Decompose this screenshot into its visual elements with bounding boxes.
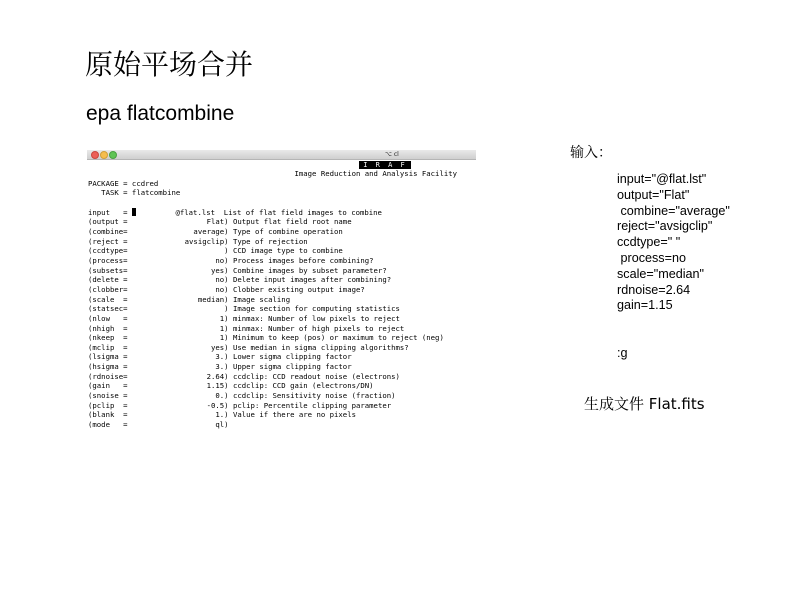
terminal-line: (ccdtype= ) CCD image type to combine [88, 246, 343, 256]
parameter-item: rdnoise=2.64 [617, 282, 691, 297]
terminal-window[interactable] [87, 150, 476, 435]
terminal-line: (blank = 1.) Value if there are no pixels [88, 410, 356, 420]
terminal-line: (reject = avsigclip) Type of rejection [88, 236, 308, 246]
terminal-line: (combine= average) Type of combine operation [88, 226, 343, 236]
terminal-line: Image Reduction and Analysis Facility [88, 169, 458, 178]
window-title [385, 150, 399, 159]
terminal-line: (nhigh = 1) minmax: Number of high pixels to reject [88, 323, 405, 333]
terminal-output[interactable] [88, 169, 457, 430]
input-line-value[interactable]: @flat.lst List of flat field images to combine [135, 207, 382, 217]
terminal-line: (rdnoise= 2.64) ccdclip: CCD readout noise (electrons) [88, 371, 400, 381]
parameter-list [617, 172, 730, 314]
terminal-line: TASK = flatcombine [88, 188, 181, 198]
terminal-line: (process= no) Process images before combining? [88, 255, 374, 265]
terminal-line: (scale = median) Image scaling [88, 294, 291, 304]
result-note: 生成文件 Flat.fits [584, 395, 705, 413]
terminal-line: (subsets= yes) Combine images by subset parameter? [88, 265, 387, 275]
page-title: 原始平场合并 [85, 48, 254, 81]
terminal-line: (nlow = 1) minmax: Number of low pixels to reject [88, 313, 400, 323]
page-subtitle: epa flatcombine [86, 102, 235, 125]
parameter-item: gain=1.15 [617, 298, 673, 313]
terminal-line: (snoise = 0.) ccdclip: Sensitivity noise (fraction) [88, 391, 396, 401]
window-titlebar[interactable] [87, 150, 476, 160]
terminal-line: PACKAGE = ccdred [88, 178, 159, 188]
zoom-window-icon[interactable] [109, 151, 117, 159]
parameter-item: scale="median" [617, 266, 705, 281]
terminal-line: (clobber= no) Clobber existing output image? [88, 284, 365, 294]
minimize-window-icon[interactable] [100, 151, 108, 159]
close-window-icon[interactable] [91, 151, 99, 159]
parameter-item: input="@flat.lst" [617, 172, 707, 186]
input-label: 输入： [570, 145, 612, 161]
go-command: :g [617, 346, 628, 360]
terminal-line: (pclip = -0.5) pclip: Percentile clipping parameter [88, 400, 392, 410]
window-title-text: cl [393, 151, 399, 158]
terminal-line: (nkeep = 1) Minimum to keep (pos) or maximum to reject (neg) [88, 333, 444, 343]
terminal-line: (statsec= ) Image section for computing statistics [88, 304, 400, 314]
terminal-line: (output = Flat) Output flat field root name [88, 217, 352, 227]
terminal-line: (mclip = yes) Use median in sigma clipping algorithms? [88, 342, 409, 352]
parameter-item: output="Flat" [617, 187, 690, 202]
terminal-line: (delete = no) Delete input images after combining? [88, 275, 392, 285]
terminal-line: (mode = ql) [88, 420, 229, 430]
iraf-banner: I R A F [359, 161, 411, 169]
parameter-item: process=no [617, 250, 686, 265]
parameter-item: reject="avsigclip" [617, 219, 713, 234]
parameter-item: combine="average" [617, 203, 730, 218]
terminal-line: (lsigma = 3.) Lower sigma clipping factor [88, 352, 352, 362]
terminal-app-icon: ⌥ [385, 151, 394, 158]
terminal-line: input = [88, 207, 132, 217]
parameter-item: ccdtype=" " [617, 235, 681, 250]
terminal-line: (hsigma = 3.) Upper sigma clipping factor [88, 362, 352, 372]
terminal-line: (gain = 1.15) ccdclip: CCD gain (electrons/DN) [88, 381, 374, 391]
